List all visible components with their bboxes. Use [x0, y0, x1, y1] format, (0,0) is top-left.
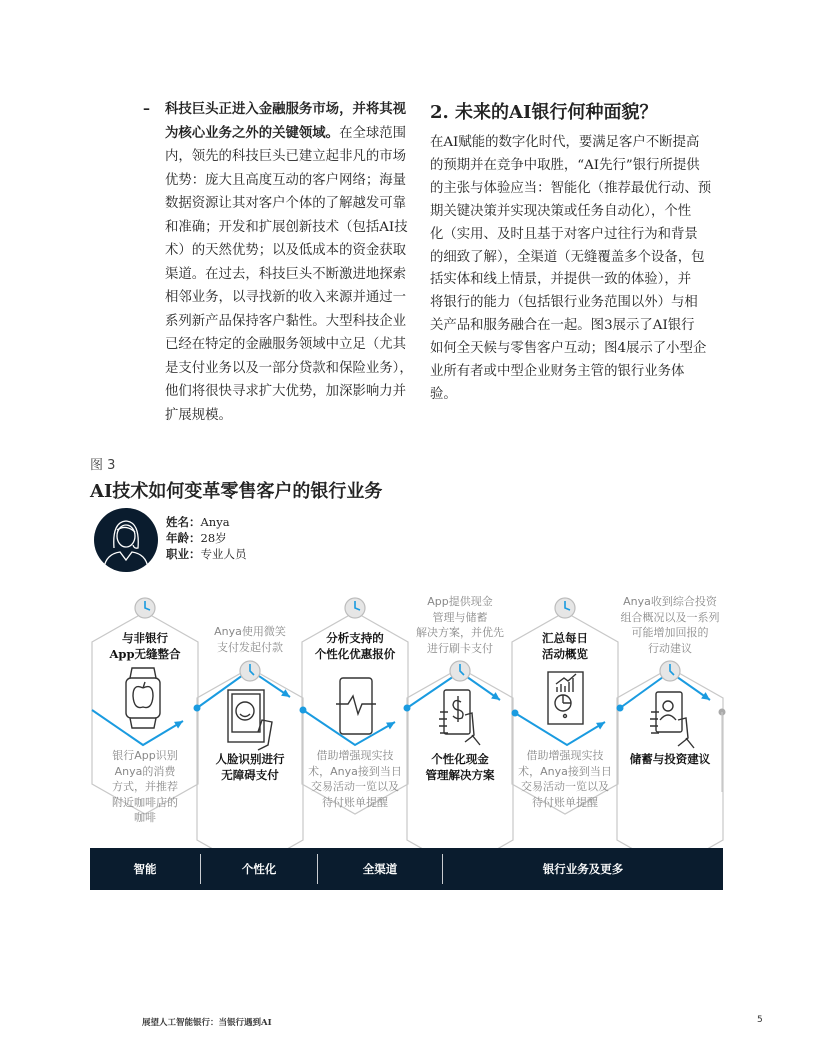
- section-heading: 2. 未来的AI银行何种面貌？: [430, 102, 658, 123]
- body-text: 数据资源让其对客户个体的了解越发可靠: [165, 196, 407, 211]
- text-line: 管理与储蓄: [432, 610, 488, 624]
- footer-title: 展望人工智能银行：当银行遇到AI: [142, 1018, 272, 1028]
- name-value: Anya: [200, 515, 230, 529]
- text-line: 解决方案，并优先: [416, 626, 504, 639]
- hand-phone-dollar-icon: [439, 690, 480, 745]
- bar-item-beyond-banking: 银行业务及更多: [542, 862, 624, 876]
- step-3-bottom-text: [300, 748, 410, 810]
- text-line: 交易活动一览以及: [521, 780, 609, 793]
- face-recognition-tablet-icon: [228, 690, 272, 750]
- text-line: 的细致了解），全渠道（无缝覆盖多个设备，包: [430, 249, 705, 265]
- text-line: 关产品和服务融合在一起。图3展示了AI银行: [430, 318, 695, 334]
- journey-dot: [404, 705, 411, 712]
- body-text: 在全球范围: [339, 125, 407, 141]
- arrow-head-icon: [491, 692, 500, 700]
- text-line: 组合概况以及一系列: [620, 610, 720, 624]
- smartwatch-icon: [126, 668, 160, 728]
- text-line: 个性化现金: [431, 752, 489, 766]
- text-line: App提供现金: [427, 595, 493, 608]
- journey-dot: [194, 705, 201, 712]
- text-line: 待付账单提醒: [532, 795, 598, 809]
- text-line: 术，Anya接到当日: [308, 764, 402, 778]
- phone-pulse-icon: [336, 678, 376, 734]
- bar-item-personalized: 个性化: [241, 862, 277, 876]
- text-line: 进行刷卡支付: [427, 641, 493, 655]
- text-line: 储蓄与投资建议: [629, 752, 711, 766]
- phone-chart-icon: [548, 672, 583, 724]
- bar-item-omnichannel: 全渠道: [362, 862, 398, 876]
- bold-lead-text: 科技巨头正进入金融服务市场，并将其视: [165, 101, 407, 117]
- text-line: 如何全天候与零售客户互动；图4展示了小型企: [430, 341, 707, 357]
- journey-dot: [617, 705, 624, 712]
- text-line: 待付账单提醒: [322, 795, 388, 809]
- body-text: 他们将很快寻求扩大优势，加深影响力并: [165, 384, 407, 399]
- capability-bar: [90, 848, 723, 890]
- text-line: 附近咖啡店的: [112, 795, 178, 809]
- text-line: 交易活动一览以及: [311, 780, 399, 793]
- text-line: 咖啡: [134, 811, 156, 824]
- text-line: 的预期并在竞争中取胜，“AI先行”银行所提供: [430, 157, 700, 173]
- step-3-top-text: [300, 631, 410, 662]
- journey-line: [303, 710, 395, 745]
- text-line: 验。: [430, 386, 457, 402]
- text-line: 支付发起付款: [217, 640, 283, 654]
- text-line: Anya的消费: [114, 764, 176, 778]
- name-label: 姓名：: [166, 515, 201, 529]
- text-line: 在AI赋能的数字化时代，要满足客户不断提高: [430, 135, 700, 150]
- text-line: 的主张与体验应当：智能化（推荐最优行动、预: [430, 180, 712, 196]
- age-value: 28岁: [200, 531, 227, 545]
- step-4-bottom-text: [405, 752, 515, 783]
- job-value: 专业人员: [200, 547, 247, 561]
- text-line: 化（实用、及时且基于对客户过往行为和背景: [430, 226, 698, 242]
- text-line: Anya使用微笑: [214, 625, 286, 638]
- step-5-top-text: [510, 631, 620, 662]
- step-2-bottom-text: [195, 752, 305, 783]
- text-line: 术，Anya接到当日: [518, 764, 612, 778]
- body-text: 和准确；开发和扩展创新技术（包括AI技: [165, 219, 408, 235]
- text-line: 分析支持的: [326, 631, 384, 645]
- body-text: 系列新产品保持客户黏性。大型科技企业: [165, 313, 407, 329]
- journey-line: [515, 713, 605, 745]
- bold-lead-text: 为核心业务之外的关键领域。: [165, 124, 340, 141]
- bullet-dash: –: [143, 101, 150, 117]
- step-4-top-text: [405, 594, 515, 656]
- text-line: Anya收到综合投资: [623, 595, 717, 608]
- body-text: 扩展规模。: [165, 407, 232, 423]
- step-1-bottom-text: [90, 748, 200, 826]
- text-line: 期关键决策并实现决策或任务自动化），个性: [430, 203, 692, 219]
- figure-title: AI技术如何变革零售客户的银行业务: [90, 481, 383, 502]
- body-text: 内，领先的科技巨头已建立起非凡的市场: [165, 149, 407, 164]
- text-line: 借助增强现实技: [526, 749, 604, 762]
- text-line: 活动概览: [542, 646, 588, 661]
- text-line: 业所有者或中型企业财务主管的银行业务体: [430, 364, 685, 380]
- body-text: 术）的天然优势；以及低成本的资金获取: [165, 243, 407, 258]
- text-line: 汇总每日: [542, 631, 588, 645]
- text-line: 借助增强现实技: [316, 749, 394, 762]
- page-number: 5: [757, 1015, 763, 1025]
- step-5-bottom-text: [510, 748, 620, 810]
- text-line: App无缝整合: [109, 646, 181, 661]
- body-text: 是支付业务以及一部分贷款和保险业务），: [165, 360, 413, 376]
- text-line: 方式，并推荐: [112, 780, 178, 793]
- text-line: 可能增加回报的: [631, 626, 709, 639]
- age-label: 年龄：: [166, 531, 201, 545]
- text-line: 个性化优惠报价: [314, 646, 396, 661]
- text-line: 括实体和线上情景，并提供一致的体验），并: [430, 272, 692, 288]
- step-2-top-text: [195, 624, 305, 655]
- arrow-head-icon: [701, 692, 710, 700]
- journey-dot: [512, 710, 519, 717]
- text-line: 行动建议: [648, 641, 692, 655]
- hand-phone-advisor-icon: [650, 692, 694, 748]
- text-line: 人脸识别进行: [215, 752, 285, 766]
- body-text: 优势：庞大且高度互动的客户网络；海量: [165, 172, 407, 188]
- body-text: 已经在特定的金融服务领域中立足（尤其: [165, 337, 407, 352]
- text-line: 无障碍支付: [221, 767, 279, 782]
- body-text: 相邻业务，以寻找新的收入来源并通过一: [165, 290, 407, 305]
- step-1-top-text: [90, 631, 200, 662]
- text-line: 与非银行: [122, 631, 168, 645]
- bar-item-intelligent: 智能: [133, 862, 157, 876]
- step-6-bottom-text: [615, 752, 725, 768]
- text-line: 将银行的能力（包括银行业务范围以外）与相: [430, 295, 698, 311]
- body-text: 渠道。在过去，科技巨头不断激进地探索: [165, 266, 407, 282]
- job-label: 职业：: [166, 547, 201, 561]
- step-6-top-text: [615, 594, 725, 656]
- journey-dot: [300, 707, 307, 714]
- text-line: 管理解决方案: [425, 767, 495, 782]
- figure-label: 图 3: [90, 458, 116, 473]
- text-line: 银行App识别: [112, 749, 178, 762]
